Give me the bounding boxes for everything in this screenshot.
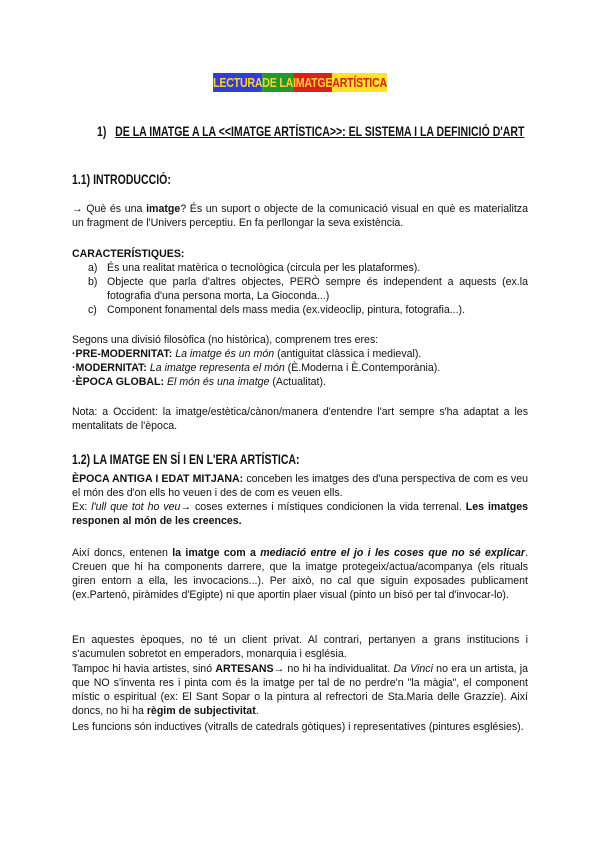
artisans-paragraph: Tampoc hi havia artistes, sinó ARTESANS→ no hi ha individualitat. Da Vinci no era un artista, ja que NO s'inventa res i pinta com és la imatge per tal de no perdre'n "la màgia", el component místic o espiritual (ex: El Sant Sopar o la pintura al refrectori de Sta.Maria delle Grazzie). Així doncs, no hi ha règim de subjectivitat. [72,663,529,717]
title-part-de-la: DE LA [262,75,294,90]
title-part-artistica: ARTÍSTICA [332,75,387,90]
note-paragraph: Nota: a Occident: la imatge/estètica/cànon/manera d'entendre l'art sempre s'ha adaptat a les mentalitats de l'època. [72,406,528,432]
intro-heading: 1.1) INTRODUCCIÓ: [72,172,171,187]
list-item: c) Component fonamental dels mass media (ex.videoclip, pintura, fotografia...). [88,304,466,316]
title-part-imatge: IMATGE [293,75,333,90]
eras-intro: Segons una divisió filosòfica (no històrica), comprenem tres eres: [72,334,379,346]
list-item: b) Objecte que parla d'altres objectes, PERÒ sempre és independent a aquests (ex.la fotografia d'una persona morta, La Gioconda...) [88,276,528,302]
clients-paragraph: En aquestes èpoques, no té un client privat. Al contrari, pertanyen a grans institucions i s'acumulen sobretot en emperadors, monarquia i església. [72,634,528,660]
era-epoca-global: ·ÈPOCA GLOBAL: El món és una imatge (Actualitat). [72,376,326,388]
example-paragraph: Ex: l'ull que tot ho veu→ coses externes i místiques condicionen la vida terrenal. Les imatges responen al món de les creences. [72,501,528,527]
section-1-2-heading: 1.2) LA IMATGE EN SÍ I EN L'ERA ARTÍSTICA: [72,452,300,467]
characteristics-heading: CARACTERÍSTIQUES: [72,248,185,260]
functions-paragraph: Les funcions són inductives (vitralls de catedrals gòtiques) i representatives (pintures esglésies). [72,721,524,733]
document-title [54,75,546,90]
section-1-title: DE LA IMATGE A LA <<IMATGE ARTÍSTICA>>: EL SISTEMA I LA DEFINICIÓ D'ART [115,124,525,139]
section-1-number: 1) [97,124,107,139]
mediation-paragraph: Així doncs, entenen la imatge com a mediació entre el jo i les coses que no sé explicar. Creuen que hi ha components darrere, que la imatge protegeix/actua/acompanya (els rituals giren entorn a ella, les invocacions...). Per això, no cal que siguin exposades publicament (ex.Partenó, piràmides d'Egipte) ni que aportin plaer visual (pinto un bisó per tal d'invocar-lo). [72,547,529,601]
ancient-era-paragraph: ÈPOCA ANTIGA I EDAT MITJANA: conceben les imatges des d'una perspectiva de com es veu el món des d'on ells ho veuen i des de com es veuen ells. [72,473,528,499]
era-modernitat: ·MODERNITAT: La imatge representa el món (È.Moderna i È.Contemporània). [72,362,441,374]
intro-paragraph: → Què és una imatge? És un suport o objecte de la comunicació visual en què es materialitza un fragment de l'Univers perceptiu. En fa perllongar la seva existència. [72,203,528,229]
title-part-lectura: LECTURA [213,75,263,90]
era-pre-modernitat: ·PRE-MODERNITAT: La imatge és un món (antiguitat clàssica i medieval). [72,348,422,360]
list-item: a) És una realitat matèrica o tecnològica (circula per les plataformes). [88,262,421,274]
section-1-heading [97,124,600,139]
characteristics-list [88,261,528,317]
